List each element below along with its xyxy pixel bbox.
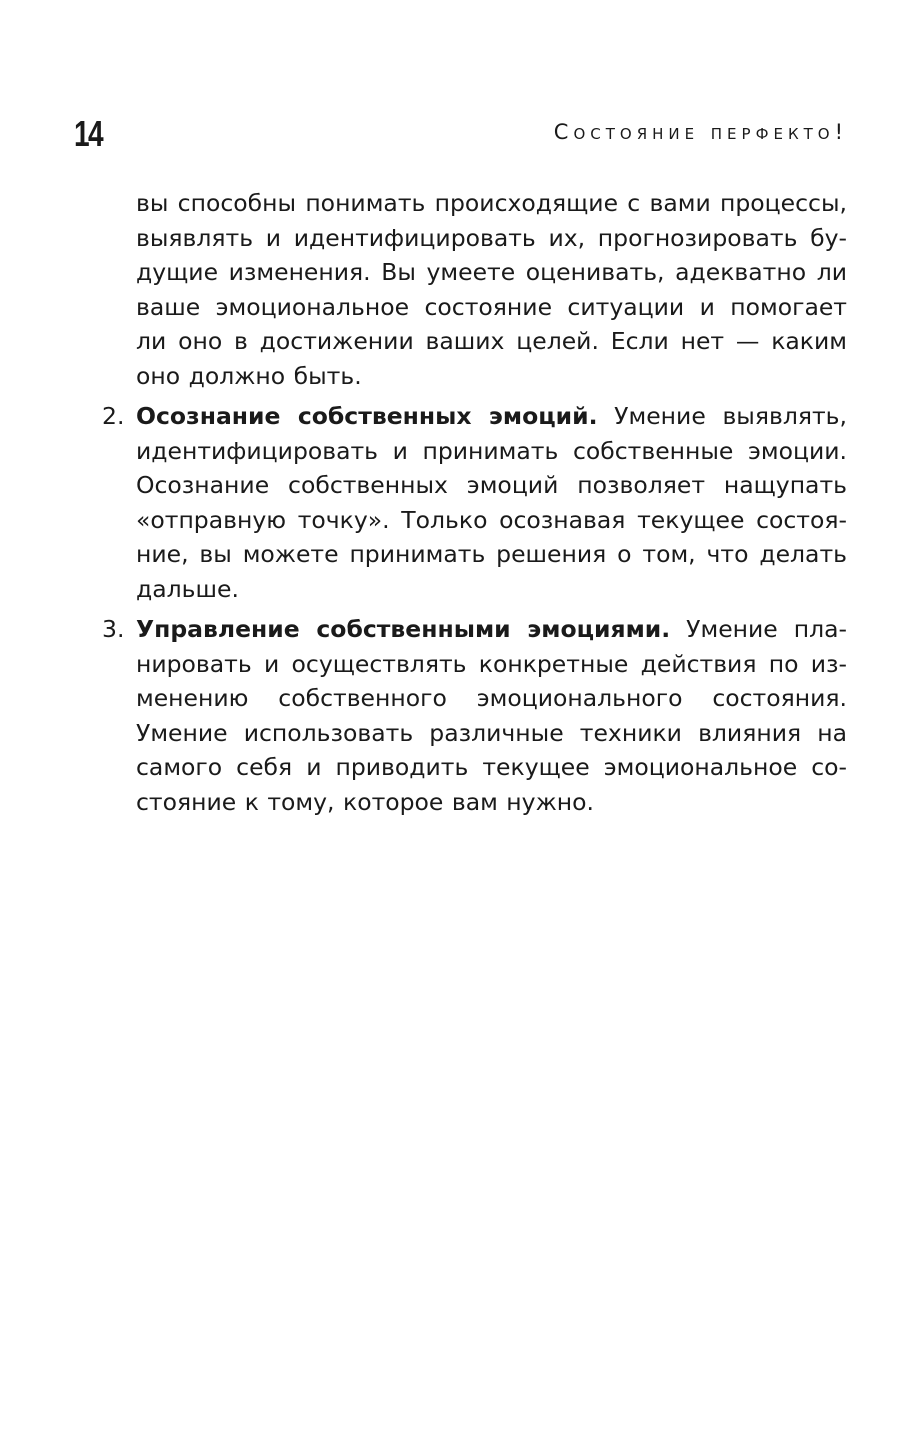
list-item-number: 3. <box>102 615 125 643</box>
running-title: Состояние перфекто! <box>553 120 848 144</box>
list-item-text: Умение выявлять, идентифицировать и принимать собственные эмоции. Осознание собственных эмоций позволяет нащупать «отправную точку». Только осознавая текущее состояние, вы можете принимать решения о том, что делать дальше. <box>136 402 847 603</box>
list-item-paragraph <box>136 612 847 819</box>
list-item-text: Умение планировать и осуществлять конкретные действия по изменению собственного эмоционального состояния. Умение использовать различные техники влияния на самого себя и приводить текущее эмоциональное состояние к тому, которое вам нужно. <box>136 615 847 816</box>
list-item <box>102 612 847 819</box>
list-item-title: Осознание собственных эмоций. <box>136 402 598 430</box>
list-item-paragraph <box>136 399 847 606</box>
list-item-title: Управление собственными эмоциями. <box>136 615 671 643</box>
list-item-number: 2. <box>102 402 125 430</box>
list-item <box>102 399 847 606</box>
main-text <box>102 186 847 819</box>
continuation-paragraph: вы способны понимать происходящие с вами процессы, выявлять и идентифицировать их, прогнозировать будущие изменения. Вы умеете оценивать, адекватно ли ваше эмоциональное состояние ситуации и помогает ли оно в достижении ваших целей. Если нет — каким оно должно быть. <box>136 189 847 390</box>
page-number: 14 <box>74 113 103 154</box>
